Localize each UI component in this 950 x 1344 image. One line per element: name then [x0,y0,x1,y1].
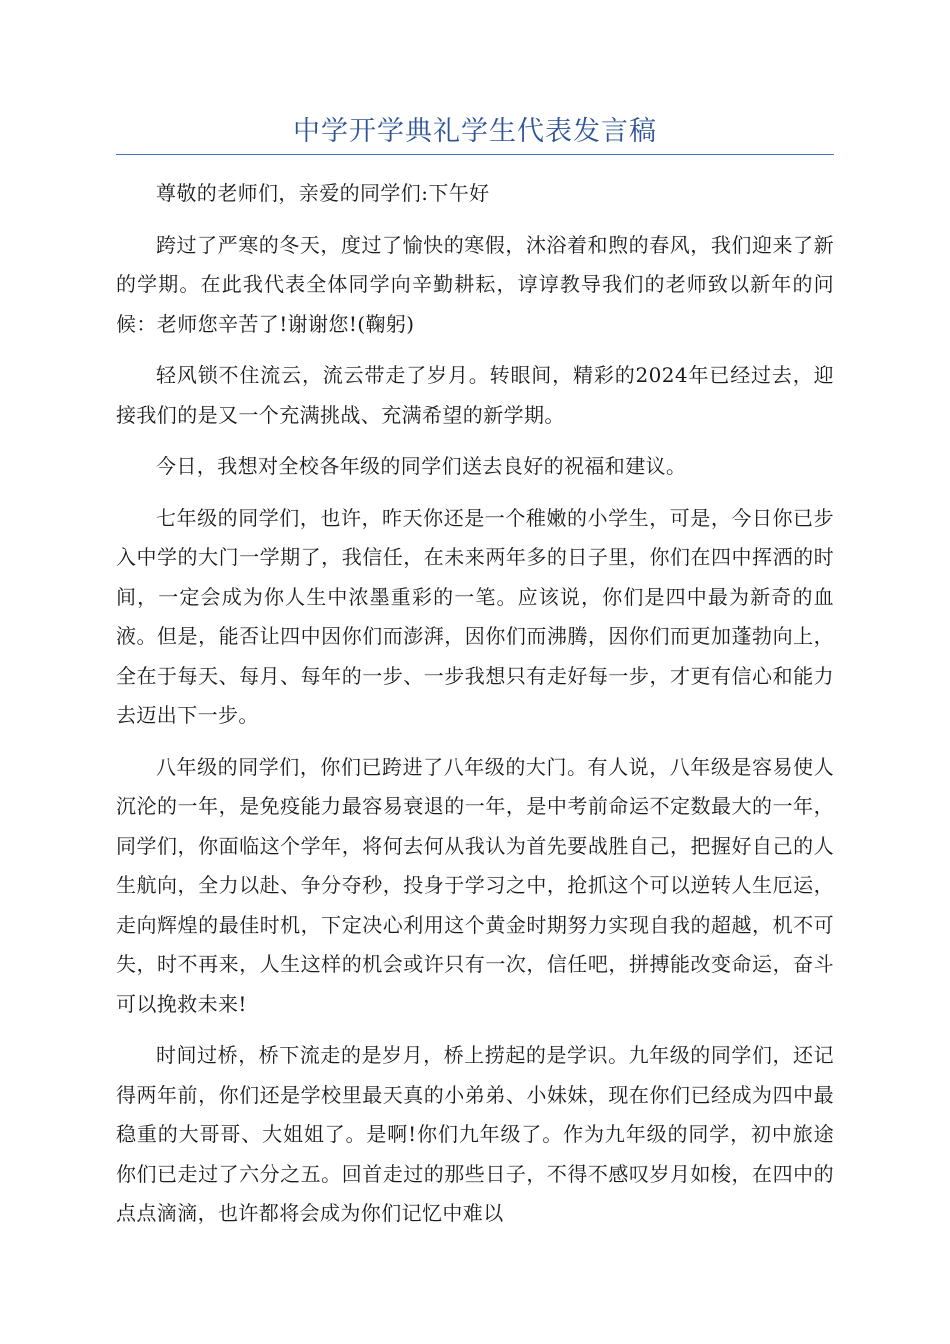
paragraph-grade-eight: 八年级的同学们，你们已跨进了八年级的大门。有人说，八年级是容易使人沉沦的一年，是免疫能力最容易衰退的一年，是中考前命运不定数最大的一年，同学们，你面临这个学年，将何去何从我认为首先要战胜自己，把握好自己的人生航向，全力以赴、争分夺秒，投身于学习之中，抢抓这个可以逆转人生厄运，走向辉煌的最佳时机，下定决心利用这个黄金时期努力实现自我的超越，机不可失，时不再来，人生这样的机会或许只有一次，信任吧，拼搏能改变命运，奋斗可以挽救未来! [116,754,834,1016]
paragraph-wishes: 今日，我想对全校各年级的同学们送去良好的祝福和建议。 [156,454,687,478]
paragraph-new-term: 轻风锁不住流云，流云带走了岁月。转眼间，精彩的2024年已经过去，迎接我们的是又一个充满挑战、充满希望的新学期。 [116,363,834,427]
paragraph-grade-seven: 七年级的同学们，也许，昨天你还是一个稚嫩的小学生，可是，今日你已步入中学的大门一学期了，我信任，在未来两年多的日子里，你们在四中挥洒的时间，一定会成为你人生中浓墨重彩的一笔。应该说，你们是四中最为新奇的血液。但是，能否让四中因你们而澎湃，因你们而沸腾，因你们而更加蓬勃向上，全在于每天、每月、每年的一步、一步我想只有走好每一步，才更有信心和能力去迈出下一步。 [116,505,834,727]
paragraph-grade-nine: 时间过桥，桥下流走的是岁月，桥上捞起的是学识。九年级的同学们，还记得两年前，你们还是学校里最天真的小弟弟、小妹妹，现在你们已经成为四中最稳重的大哥哥、大姐姐了。是啊!你们九年级了。作为九年级的同学，初中旅途你们已走过了六分之五。回首走过的那些日子，不得不感叹岁月如梭，在四中的点点滴滴，也许都将会成为你们记忆中难以 [116,1043,834,1225]
title-underline [116,154,834,155]
paragraph-opening: 跨过了严寒的冬天，度过了愉快的寒假，沐浴着和煦的春风，我们迎来了新的学期。在此我代表全体同学向辛勤耕耘，谆谆教导我们的老师致以新年的问候：老师您辛苦了!谢谢您!(鞠躬) [116,232,834,336]
document-body [116,174,834,1246]
paragraph-greeting: 尊敬的老师们，亲爱的同学们:下午好 [156,181,490,205]
document-title: 中学开学典礼学生代表发言稿 [293,116,657,147]
